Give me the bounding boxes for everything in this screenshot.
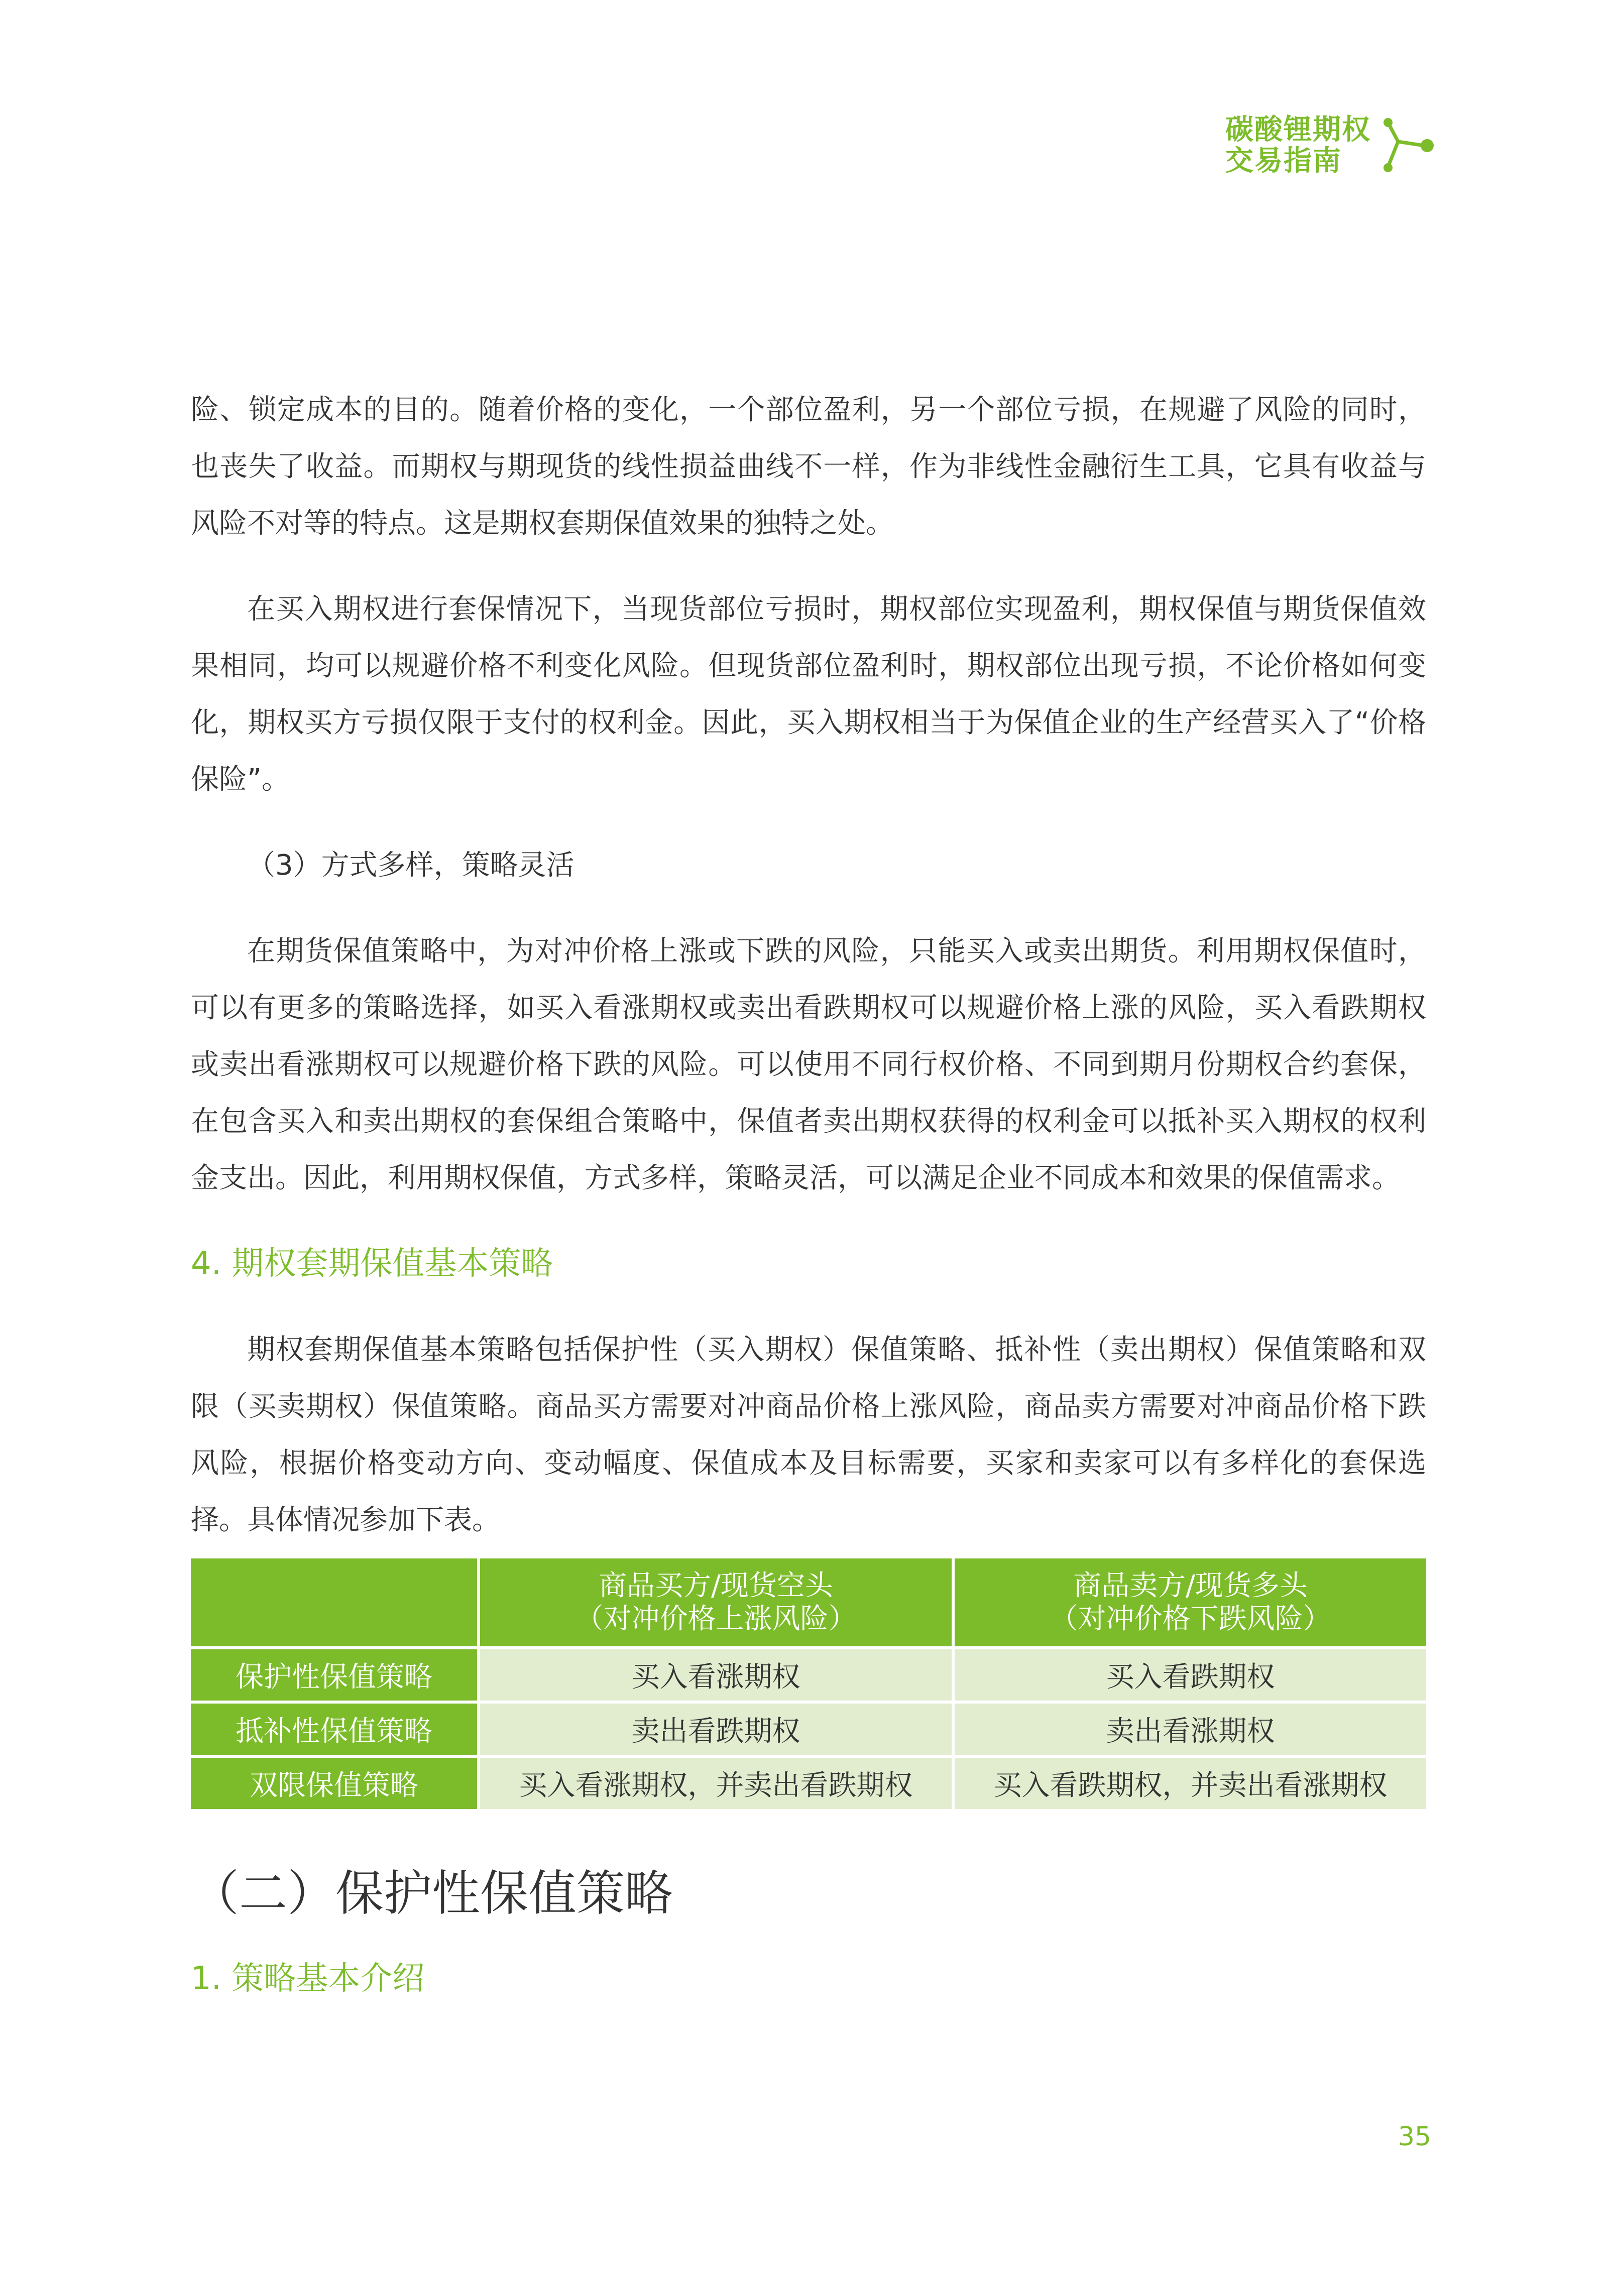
row-buyer-cell: 卖出看跌期权: [480, 1704, 952, 1755]
row-label: 保护性保值策略: [191, 1649, 477, 1701]
table-row: [191, 1704, 1426, 1755]
table-header-seller: [955, 1558, 1426, 1646]
row-buyer-cell: 买入看涨期权，并卖出看跌期权: [480, 1758, 952, 1809]
paragraph-4: 期权套期保值基本策略包括保护性（买入期权）保值策略、抵补性（卖出期权）保值策略和双限（买卖期权）保值策略。商品买方需要对冲商品价格上涨风险，商品卖方需要对冲商品价格下跌风险，根据价格变动方向、变动幅度、保值成本及目标需要，买家和卖家可以有多样化的套保选择。具体情况参加下表。: [191, 1334, 1426, 1536]
page-number: 35: [1398, 2122, 1431, 2152]
paragraph-3: 在期货保值策略中，为对冲价格上涨或下跌的风险，只能买入或卖出期货。利用期权保值时，可以有更多的策略选择，如买入看涨期权或卖出看跌期权可以规避价格上涨的风险，买入看跌期权或卖出看涨期权可以规避价格下跌的风险。可以使用不同行权价格、不同到期月份期权合约套保，在包含买入和卖出期权的套保组合策略中，保值者卖出期权获得的权利金可以抵补买入期权的权利金支出。因此，利用期权保值，方式多样，策略灵活，可以满足企业不同成本和效果的保值需求。: [191, 935, 1426, 1194]
row-buyer-cell: 买入看涨期权: [480, 1649, 952, 1701]
paragraph-2: 在买入期权进行套保情况下，当现货部位亏损时，期权部位实现盈利，期权保值与期货保值效果相同，均可以规避价格不利变化风险。但现货部位盈利时，期权部位出现亏损，不论价格如何变化，期权买方亏损仅限于支付的权利金。因此，买入期权相当于为保值企业的生产经营买入了“价格保险”。: [191, 593, 1426, 796]
table-header-row: [191, 1558, 1426, 1646]
subsection-heading: 1. 策略基本介绍: [191, 1960, 425, 1997]
table-header-buyer: [480, 1558, 952, 1646]
header-buyer-line1: 商品买方/现货空头: [599, 1569, 833, 1602]
header-title-line1: 碳酸锂期权: [1225, 113, 1371, 146]
row-label: 双限保值策略: [191, 1758, 477, 1809]
section-heading-4: 4. 期权套期保值基本策略: [191, 1245, 553, 1282]
chapter-heading: （二）保护性保值策略: [191, 1865, 673, 1921]
table-row: [191, 1758, 1426, 1809]
strategy-table: [188, 1555, 1429, 1812]
header-buyer-line2: （对冲价格上涨风险）: [575, 1602, 857, 1635]
molecule-icon: [1381, 116, 1436, 177]
row-seller-cell: 卖出看涨期权: [955, 1704, 1426, 1755]
subheading-3: （3）方式多样，策略灵活: [247, 849, 574, 882]
row-seller-cell: 买入看跌期权，并卖出看涨期权: [955, 1758, 1426, 1809]
header-title: [1225, 114, 1371, 177]
header-title-line2: 交易指南: [1225, 145, 1342, 177]
row-seller-cell: 买入看跌期权: [955, 1649, 1426, 1701]
table-corner-cell: [191, 1558, 477, 1646]
header-seller-line2: （对冲价格下跌风险）: [1050, 1602, 1331, 1635]
header-seller-line1: 商品卖方/现货多头: [1073, 1569, 1308, 1602]
row-label: 抵补性保值策略: [191, 1704, 477, 1755]
page-content: [191, 382, 1426, 2007]
page-header: [1225, 114, 1436, 180]
paragraph-1: 险、锁定成本的目的。随着价格的变化，一个部位盈利，另一个部位亏损，在规避了风险的同时，也丧失了收益。而期权与期现货的线性损益曲线不一样，作为非线性金融衍生工具，它具有收益与风险不对等的特点。这是期权套期保值效果的独特之处。: [191, 394, 1426, 540]
table-row: [191, 1649, 1426, 1701]
